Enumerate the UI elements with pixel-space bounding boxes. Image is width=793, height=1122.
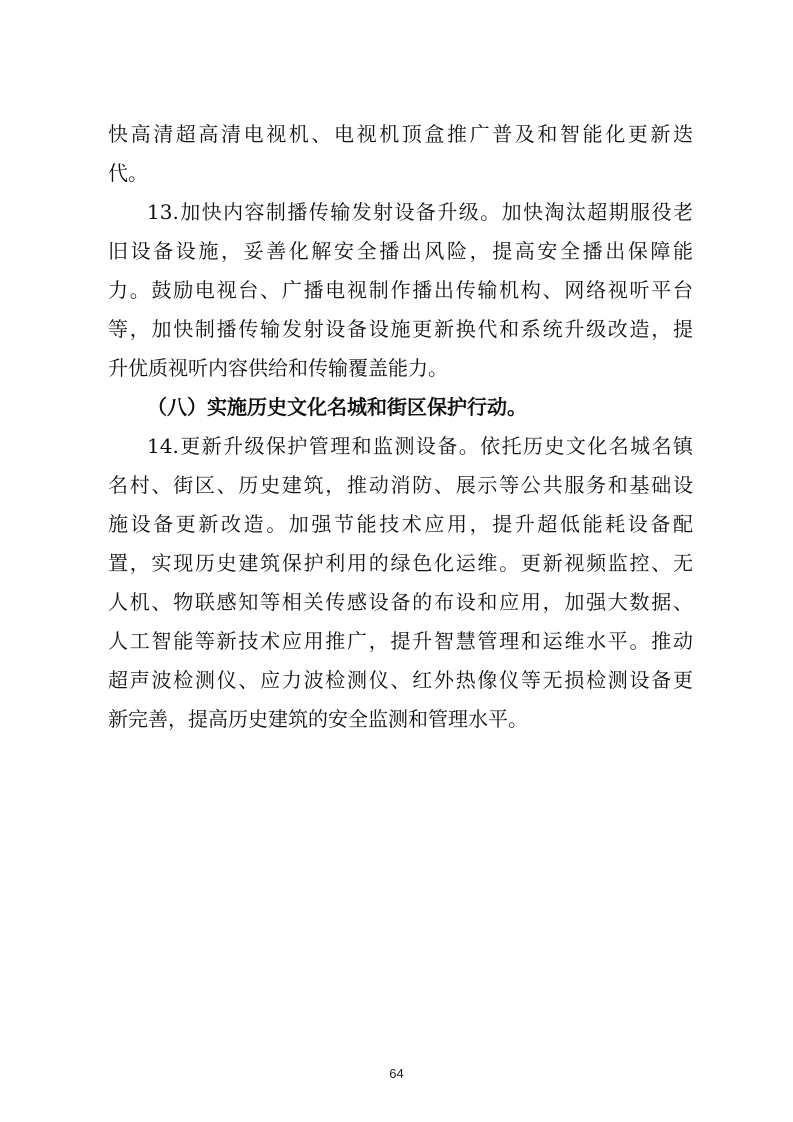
paragraph-item-14	[108, 427, 693, 739]
section-heading-text: （八）实施历史文化名城和街区保护行动。	[147, 395, 527, 419]
text-line: 人工智能等新技术应用推广，提升智慧管理和运维水平。推动	[108, 629, 693, 653]
document-body	[108, 115, 693, 739]
text-line: 代。	[108, 161, 148, 185]
text-line: 名村、街区、历史建筑，推动消防、展示等公共服务和基础设	[108, 473, 693, 497]
text-line: 升优质视听内容供给和传输覆盖能力。	[108, 356, 448, 380]
text-line: 施设备更新改造。加强节能技术应用，提升超低能耗设备配	[108, 512, 693, 536]
text-line: 新完善，提高历史建筑的安全监测和管理水平。	[108, 707, 528, 731]
text-line: 快高清超高清电视机、电视机顶盒推广普及和智能化更新迭	[108, 122, 693, 146]
text-line: 超声波检测仪、应力波检测仪、红外热像仪等无损检测设备更	[108, 668, 693, 692]
paragraph-item-13	[108, 193, 693, 388]
page-number: 64	[389, 1066, 404, 1081]
text-line: 13.加快内容制播传输发射设备升级。加快淘汰超期服役老	[147, 200, 693, 224]
text-line: 置，实现历史建筑保护利用的绿色化运维。更新视频监控、无	[108, 551, 693, 575]
text-line: 等，加快制播传输发射设备设施更新换代和系统升级改造，提	[108, 317, 693, 341]
text-line: 力。鼓励电视台、广播电视制作播出传输机构、网络视听平台	[108, 278, 693, 302]
text-line: 旧设备设施，妥善化解安全播出风险，提高安全播出保障能	[108, 239, 693, 263]
section-heading	[108, 388, 693, 427]
text-line: 14.更新升级保护管理和监测设备。依托历史文化名城名镇	[147, 434, 693, 458]
text-line: 人机、物联感知等相关传感设备的布设和应用，加强大数据、	[108, 590, 693, 614]
paragraph-continuation	[108, 115, 693, 193]
